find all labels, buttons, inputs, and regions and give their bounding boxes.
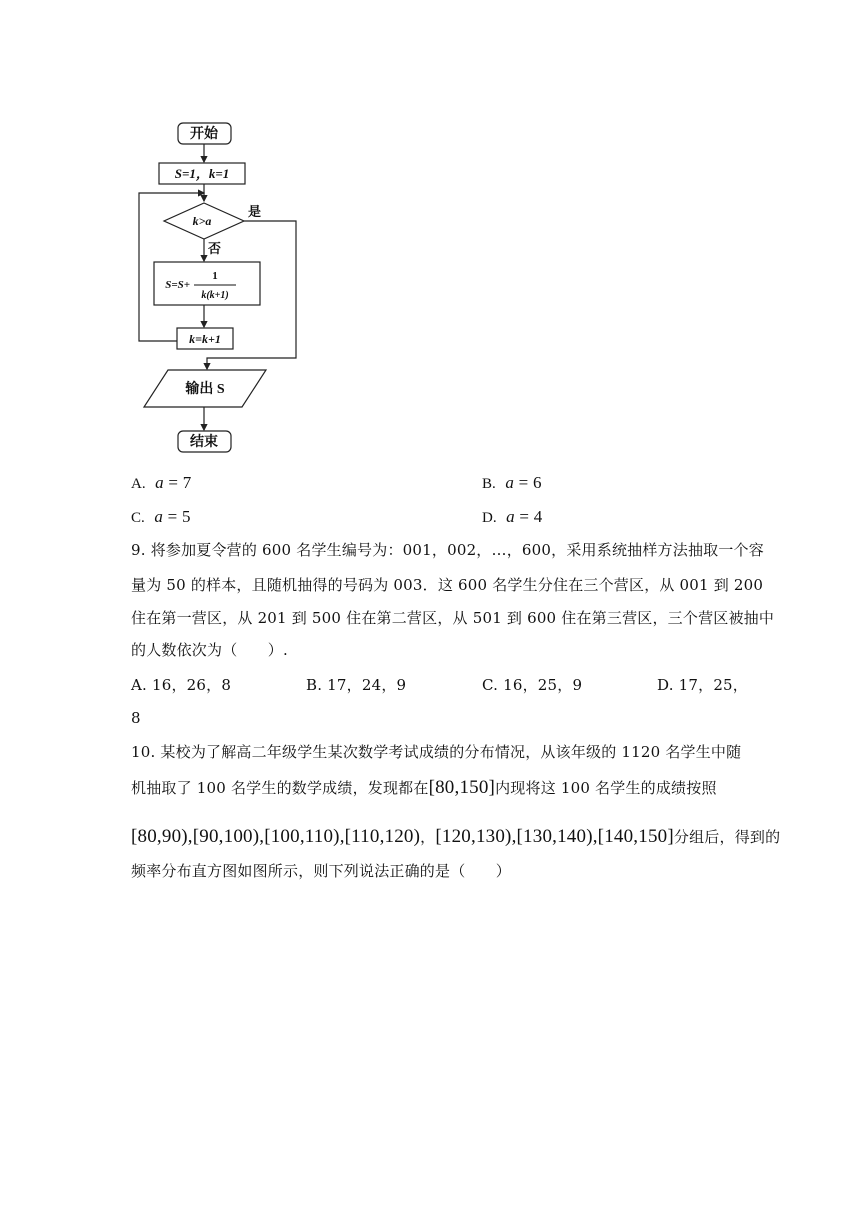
- q9-option-a: A. 16，26，8: [131, 676, 232, 694]
- q9-option-c: C. 16，25，9: [482, 676, 583, 694]
- q10-line-2: 机抽取了 100 名学生的数学成绩，发现都在[80,150]内现将这 100 名学生的成绩按照: [131, 777, 717, 798]
- flow-update-numerator: 1: [212, 270, 218, 282]
- q9-option-b: B. 17，24，9: [306, 676, 407, 694]
- flow-no-label: 否: [208, 241, 222, 256]
- q10-line-1: 10. 某校为了解高二年级学生某次数学考试成绩的分布情况，从该年级的 1120 名学生中随: [131, 743, 742, 761]
- flow-output-label: 输出 S: [185, 382, 225, 397]
- q10-line-4: 频率分布直方图如图所示，则下列说法正确的是（ ）: [131, 862, 512, 880]
- flow-condition-label: k>a: [192, 214, 212, 228]
- flowchart: [130, 115, 310, 460]
- q9-line-2: 量为 50 的样本，且随机抽得的号码为 003．这 600 名学生分住在三个营区，从 001 到 200: [131, 576, 764, 594]
- q8-option-a: A. a = 7: [131, 473, 192, 492]
- q8-option-d: D. a = 4: [482, 507, 543, 526]
- flow-end-label: 结束: [190, 435, 218, 450]
- q9-line-4: 的人数依次为（ ）.: [131, 641, 288, 659]
- flow-update-prefix: S=S+: [165, 279, 190, 291]
- q9-option-d: D. 17，25，: [657, 676, 749, 694]
- q9-line-3: 住在第一营区，从 201 到 500 住在第二营区，从 501 到 600 住在第三营区，三个营区被抽中: [131, 609, 775, 627]
- q9-option-d-wrap: 8: [131, 709, 141, 727]
- flow-start-label: 开始: [190, 127, 218, 142]
- q8-option-b: B. a = 6: [482, 473, 542, 492]
- q10-line-3: [80,90),[90,100),[100,110),[110,120)，[120,130),[130,140),[140,150]分组后，得到的: [131, 826, 781, 847]
- flow-update-denominator: k(k+1): [201, 290, 229, 301]
- q9-line-1: 9. 将参加夏令营的 600 名学生编号为：001，002，…，600，采用系统抽样方法抽取一个容: [131, 541, 764, 559]
- flow-init-label: S=1，k=1: [174, 166, 230, 181]
- flow-yes-label: 是: [248, 204, 262, 219]
- flow-increment-label: k=k+1: [189, 332, 221, 346]
- q8-option-c: C. a = 5: [131, 507, 191, 526]
